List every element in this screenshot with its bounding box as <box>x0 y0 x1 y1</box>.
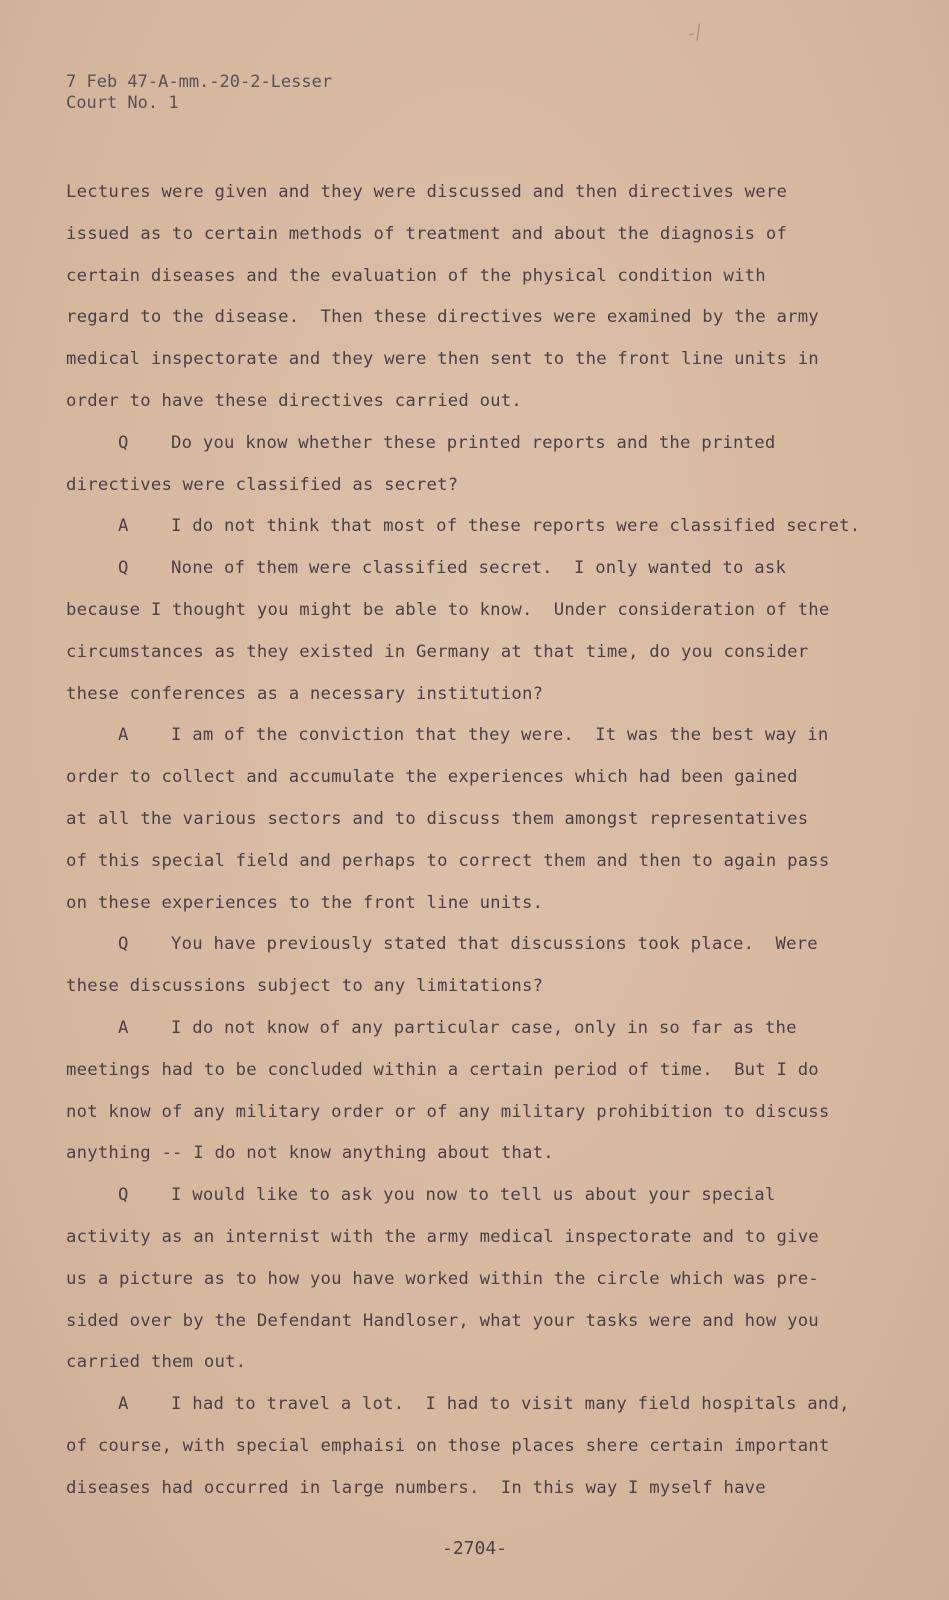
text-line: sided over by the Defendant Handloser, what your tasks were and how you <box>66 1310 819 1331</box>
text-line: of this special field and perhaps to correct them and then to again pass <box>66 850 830 871</box>
text-line: these conferences as a necessary institution? <box>66 683 544 704</box>
text-line: meetings had to be concluded within a certain period of time. But I do <box>66 1059 819 1080</box>
text-line: directives were classified as secret? <box>66 474 459 495</box>
text-line: activity as an internist with the army medical inspectorate and to give <box>66 1226 819 1247</box>
text-line: certain diseases and the evaluation of the physical condition with <box>66 265 766 286</box>
answer-line: A I do not know of any particular case, only in so far as the <box>118 1017 797 1038</box>
text-line: medical inspectorate and they were then sent to the front line units in <box>66 349 819 370</box>
text-line: these discussions subject to any limitations? <box>66 976 544 997</box>
text-line: because I thought you might be able to know. Under consideration of the <box>66 599 830 620</box>
text-line: at all the various sectors and to discuss them amongst representatives <box>66 808 809 829</box>
page-number: -2704- <box>441 1538 508 1559</box>
question-line: Q You have previously stated that discussions took place. Were <box>118 934 818 955</box>
question-line: Q None of them were classified secret. I only wanted to ask <box>118 558 787 579</box>
text-line: order to collect and accumulate the experiences which had been gained <box>66 767 798 788</box>
header-date-line: 7 Feb 47-A-mm.-20-2-Lesser <box>66 72 333 92</box>
answer-line: A I do not think that most of these reports were classified secret. <box>118 516 861 537</box>
text-line: order to have these directives carried out. <box>66 390 522 411</box>
text-line: issued as to certain methods of treatment and about the diagnosis of <box>66 223 788 244</box>
text-line: regard to the disease. Then these directives were examined by the army <box>66 307 819 328</box>
text-line: of course, with special emphaisi on those places shere certain important <box>66 1435 830 1456</box>
text-line: carried them out. <box>66 1352 247 1373</box>
answer-line: A I had to travel a lot. I had to visit many field hospitals and, <box>118 1394 850 1415</box>
text-line: diseases had occurred in large numbers. In this way I myself have <box>66 1477 766 1498</box>
corner-mark: -/ <box>686 19 704 45</box>
text-line: on these experiences to the front line units. <box>66 892 544 913</box>
text-line: not know of any military order or of any military prohibition to discuss <box>66 1101 830 1122</box>
document-header <box>66 72 332 114</box>
header-court-line: Court No. 1 <box>66 93 179 113</box>
question-line: Q Do you know whether these printed reports and the printed <box>118 432 776 453</box>
text-line: circumstances as they existed in Germany at that time, do you consider <box>66 641 809 662</box>
text-line: us a picture as to how you have worked within the circle which was pre- <box>66 1268 819 1289</box>
text-line: anything -- I do not know anything about that. <box>66 1143 554 1164</box>
question-line: Q I would like to ask you now to tell us about your special <box>118 1185 776 1206</box>
answer-line: A I am of the conviction that they were. It was the best way in <box>118 725 829 746</box>
text-line: Lectures were given and they were discussed and then directives were <box>66 182 788 202</box>
transcript-body <box>66 172 861 1510</box>
